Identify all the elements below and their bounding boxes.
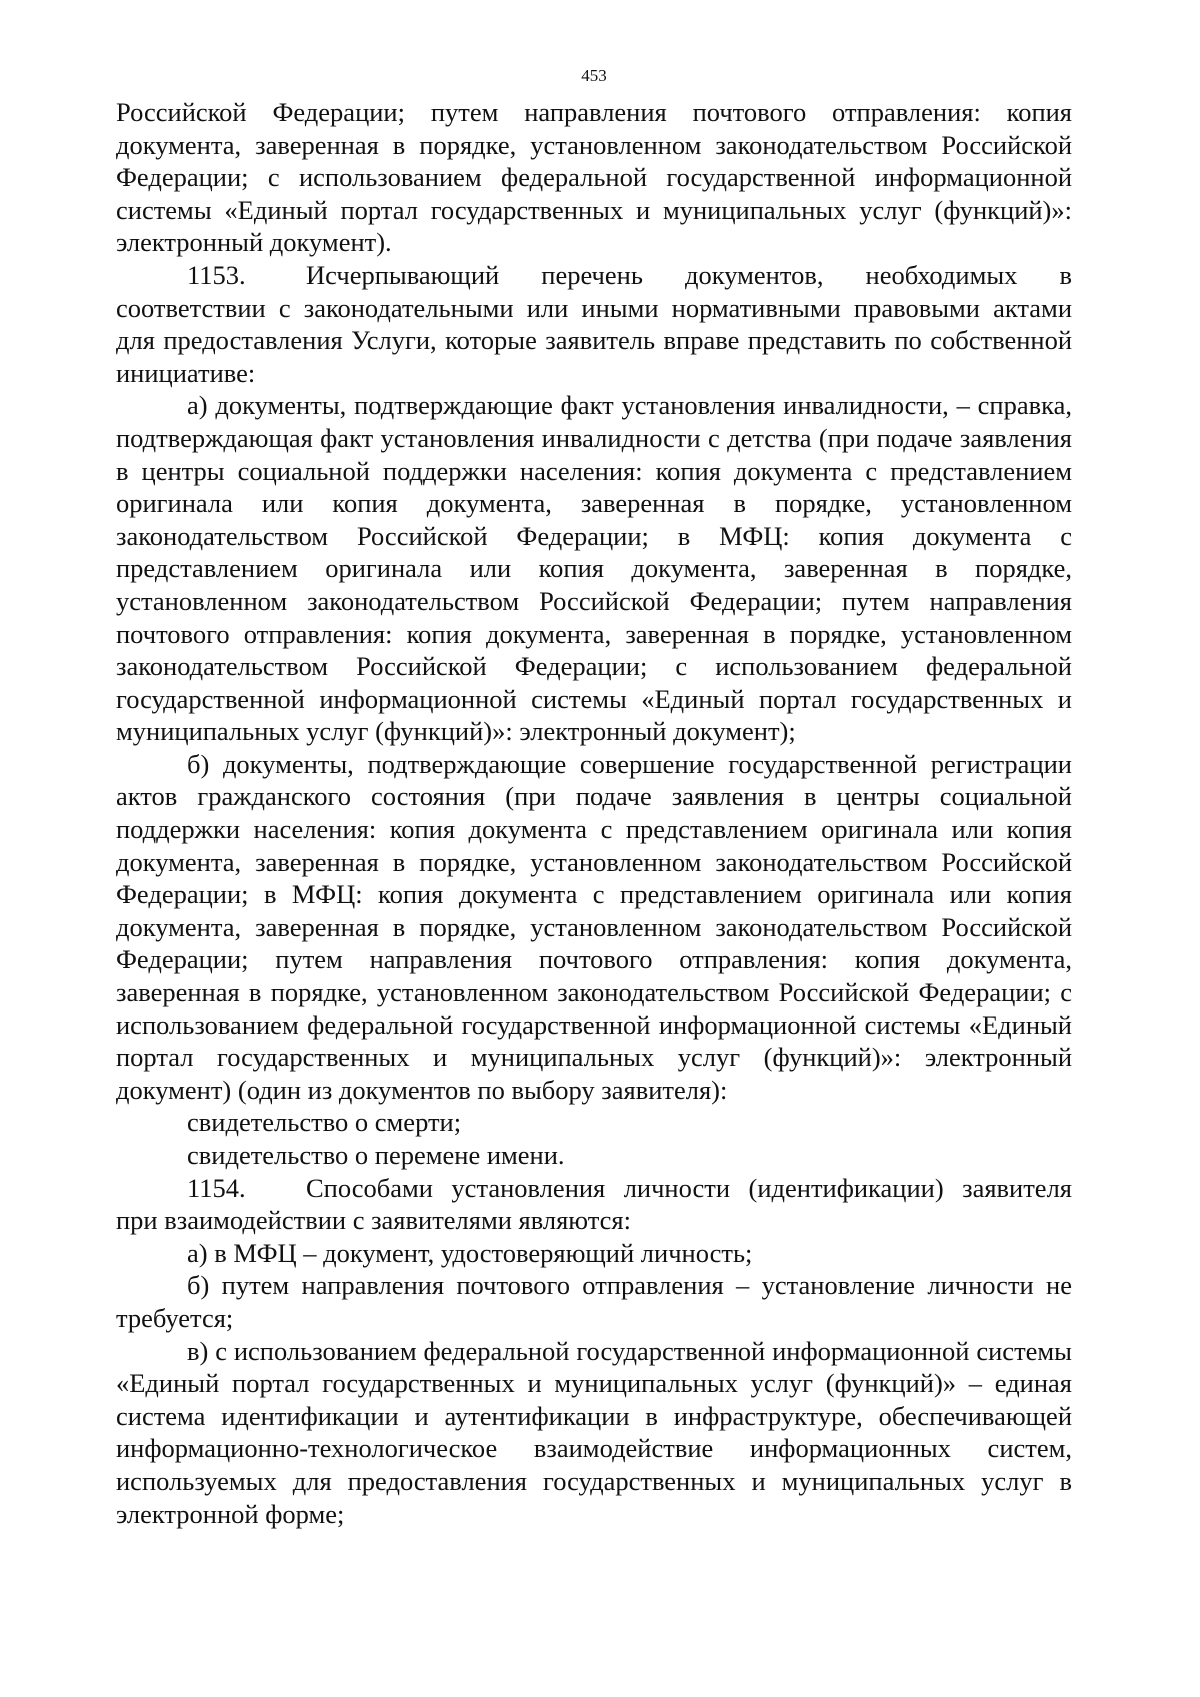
- subitem-b-civil-status: б) документы, подтверждающие совершение государственной регистрации актов гражданского состояния (при подаче заявления в центры социальной поддержки населения: копия документа с представлением оригинала или копия документа, заверенная в порядке, установленном законодательством Российской Федерации; в МФЦ: копия документа с представлением оригинала или копия документа, заверенная в порядке, установленном законодательством Российской Федерации; путем направления почтового отправления: копия документа, заверенная в порядке, установленном законодательством Российской Федерации; с использованием федеральной государственной информационной системы «Единый портал государственных и муниципальных услуг (функций)»: электронный документ) (один из документов по выбору заявителя):: [116, 748, 1072, 1105]
- item-1154-heading: [116, 1172, 1072, 1205]
- document-page: [116, 66, 1072, 1530]
- item-1154-text: при взаимодействии с заявителями являются:: [116, 1205, 631, 1236]
- item-1153-text: соответствии с законодательными или иными нормативными правовыми актами для предоставления Услуги, которые заявитель вправе представить по собственной инициативе:: [116, 292, 1072, 388]
- page-number: 453: [581, 66, 607, 85]
- subitem-c-portal: в) с использованием федеральной государственной информационной системы «Единый портал государственных и муниципальных услуг (функций)» – единая система идентификации и аутентификации в инфраструктуре, обеспечивающей информационно-технологическое взаимодействие информационных систем, используемых для предоставления государственных и муниципальных услуг в электронной форме;: [116, 1335, 1072, 1529]
- list-item-name-change-certificate: свидетельство о перемене имени.: [187, 1140, 565, 1170]
- subitem-b-post: б) путем направления почтового отправления – установление личности не требуется;: [116, 1270, 1072, 1333]
- item-1153-heading: [116, 259, 1072, 292]
- subitem-a-mfc: а) в МФЦ – документ, удостоверяющий личность;: [187, 1237, 753, 1268]
- item-1153-number: 1153.: [187, 259, 246, 290]
- list-item-death-certificate: свидетельство о смерти;: [187, 1107, 462, 1138]
- item-1153-lead: Исчерпывающий перечень документов, необходимых в: [306, 259, 1072, 290]
- paragraph-continuation: Российской Федерации; путем направления почтового отправления: копия документа, заверенная в порядке, установленном законодательством Российской Федерации; с использованием федеральной государственной информационной системы «Единый портал государственных и муниципальных услуг (функций)»: электронный документ).: [116, 97, 1072, 258]
- item-1154-lead: Способами установления личности (идентификации) заявителя: [306, 1172, 1072, 1203]
- item-1154-number: 1154.: [187, 1172, 246, 1203]
- subitem-a-disability: а) документы, подтверждающие факт установления инвалидности, – справка, подтверждающая факт установления инвалидности с детства (при подаче заявления в центры социальной поддержки населения: копия документа с представлением оригинала или копия документа, заверенная в порядке, установленном законодательством Российской Федерации; в МФЦ: копия документа с представлением оригинала или копия документа, заверенная в порядке, установленном законодательством Российской Федерации; путем направления почтового отправления: копия документа, заверенная в порядке, установленном законодательством Российской Федерации; с использованием федеральной государственной информационной системы «Единый портал государственных и муниципальных услуг (функций)»: электронный документ);: [116, 390, 1072, 747]
